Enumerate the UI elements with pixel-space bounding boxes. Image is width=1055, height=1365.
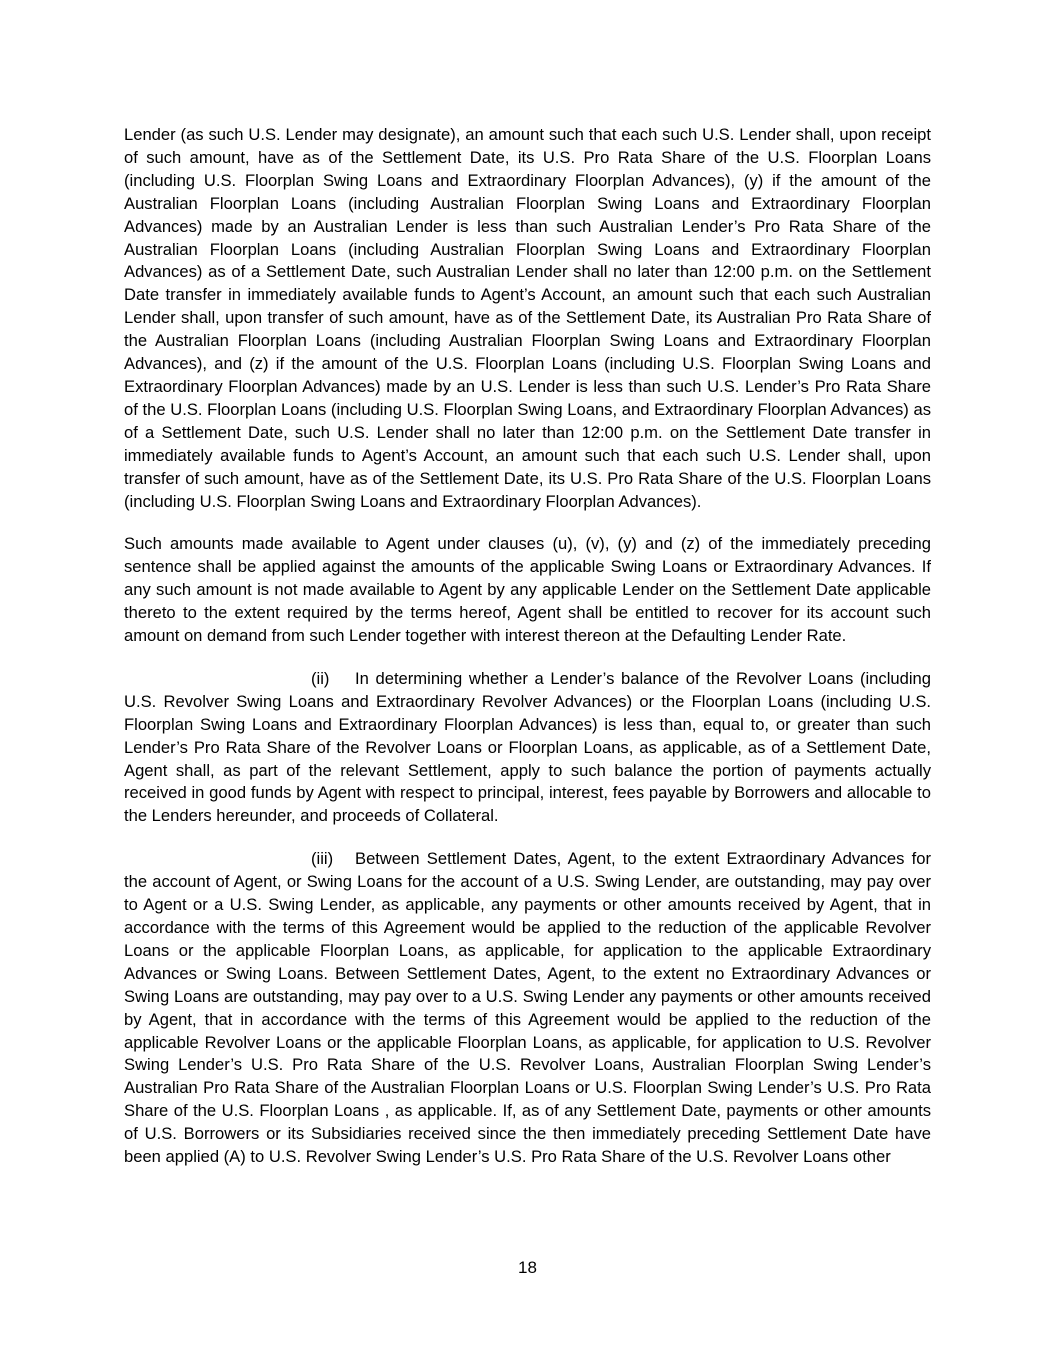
clause-number-iii: (iii) (311, 849, 334, 869)
paragraph-clause-iii (124, 848, 931, 1169)
paragraph-clause-ii (124, 668, 931, 828)
clause-iii-text: Between Settlement Dates, Agent, to the extent Extraordinary Advances for the account of Agent, or Swing Loans for the account of a U.S. Swing Lender, are outstanding, may pay over to Agent or a U.S. Swing Lender, as applicable, any payments or other amounts received by Agent, that in accordance with the terms of this Agreement would be applied to the reduction of the applicable Revolver Loans or the applicable Floorplan Loans, as applicable, for application to the applicable Extraordinary Advances or Swing Loans. Between Settlement Dates, Agent, to the extent no Extraordinary Advances or Swing Loans are outstanding, may pay over to a U.S. Swing Lender any payments or other amounts received by Agent, that in accordance with the terms of this Agreement would be applied to the reduction of the applicable Revolver Loans or the applicable Floorplan Loans, as applicable, for application to U.S. Revolver Swing Lender’s U.S. Pro Rata Share of the U.S. Revolver Loans, Australian Floorplan Swing Lender’s Australian Pro Rata Share of the Australian Floorplan Loans or U.S. Floorplan Swing Lender’s U.S. Pro Rata Share of the U.S. Floorplan Loans , as applicable. If, as of any Settlement Date, payments or other amounts of U.S. Borrowers or its Subsidiaries received since the then immediately preceding Settlement Date have been applied (A) to U.S. Revolver Swing Lender’s U.S. Pro Rata Share of the U.S. Revolver Loans other (124, 849, 931, 1167)
clause-ii-text: In determining whether a Lender’s balance of the Revolver Loans (including U.S. Revolver Swing Loans and Extraordinary Revolver Advances) or the Floorplan Loans (including U.S. Floorplan Swing Loans and Extraordinary Floorplan Advances) is less than, equal to, or greater than such Lender’s Pro Rata Share of the Revolver Loans or Floorplan Loans, as applicable, as of a Settlement Date, Agent shall, as part of the relevant Settlement, apply to such balance the portion of payments actually received in good funds by Agent with respect to principal, interest, fees payable by Borrowers and allocable to the Lenders hereunder, and proceeds of Collateral. (124, 668, 931, 826)
page-number: 18 (518, 1258, 537, 1277)
clause-number-ii: (ii) (311, 668, 330, 688)
paragraph-such-amounts: Such amounts made available to Agent under clauses (u), (v), (y) and (z) of the immediately preceding sentence shall be applied against the amounts of the applicable Swing Loans or Extraordinary Advances. If any such amount is not made available to Agent by any applicable Lender on the Settlement Date applicable thereto to the extent required by the terms hereof, Agent shall be entitled to recover for its account such amount on demand from such Lender together with interest thereon at the Defaulting Lender Rate. (124, 534, 931, 646)
paragraph-continuation: Lender (as such U.S. Lender may designate), an amount such that each such U.S. Lender shall, upon receipt of such amount, have as of the Settlement Date, its U.S. Pro Rata Share of the U.S. Floorplan Loans (including U.S. Floorplan Swing Loans and Extraordinary Floorplan Advances), (y) if the amount of the Australian Floorplan Loans (including Australian Floorplan Swing Loans and Extraordinary Floorplan Advances) made by an Australian Lender is less than such Australian Lender’s Pro Rata Share of the Australian Floorplan Loans (including Australian Floorplan Swing Loans and Extraordinary Floorplan Advances) as of a Settlement Date, such Australian Lender shall no later than 12:00 p.m. on the Settlement Date transfer in immediately available funds to Agent’s Account, an amount such that each such Australian Lender shall, upon transfer of such amount, have as of the Settlement Date, its Australian Pro Rata Share of the Australian Floorplan Loans (including Australian Floorplan Swing Loans and Extraordinary Floorplan Advances), and (z) if the amount of the U.S. Floorplan Loans (including U.S. Floorplan Swing Loans and Extraordinary Floorplan Advances) made by an U.S. Lender is less than such U.S. Lender’s Pro Rata Share of the U.S. Floorplan Loans (including U.S. Floorplan Swing Loans, and Extraordinary Floorplan Advances) as of a Settlement Date, such U.S. Lender shall no later than 12:00 p.m. on the Settlement Date transfer in immediately available funds to Agent’s Account, an amount such that each such U.S. Lender shall, upon transfer of such amount, have as of the Settlement Date, its U.S. Pro Rata Share of the U.S. Floorplan Loans (including U.S. Floorplan Swing Loans and Extraordinary Floorplan Advances). (124, 125, 931, 511)
document-body (124, 124, 931, 1169)
